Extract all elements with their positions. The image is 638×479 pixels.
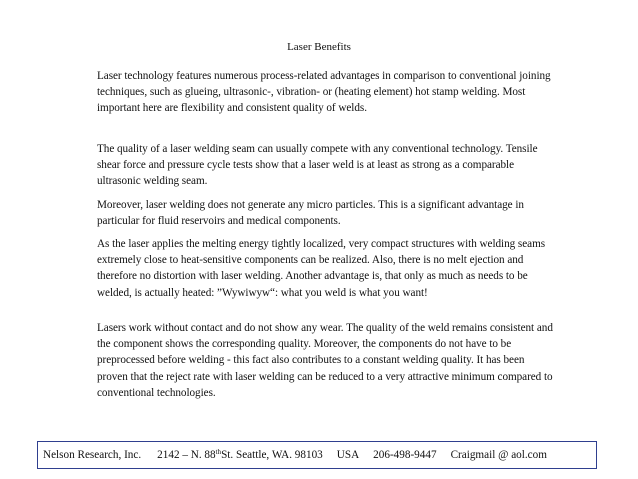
footer-company: Nelson Research, Inc. <box>43 449 142 461</box>
footer-country: USA <box>336 449 360 461</box>
footer-email: Craigmail @ aol.com <box>450 449 547 461</box>
footer-address-sup: th <box>215 448 222 456</box>
footer-contact-bar <box>37 441 597 469</box>
page-title: Laser Benefits <box>287 41 351 53</box>
paragraph-no-contact: Lasers work without contact and do not show any wear. The quality of the weld remains consistent and the component shows the corresponding quality. Moreover, the components do not have to be preprocessed before welding - this fact also contributes to a constant welding quality. It has been proven that the reject rate with laser welding can be reduced to a very attractive minimum compared to conventional technologies. <box>97 322 553 399</box>
footer-phone: 206-498-9447 <box>373 449 437 461</box>
paragraph-weld-quality: The quality of a laser welding seam can usually compete with any conventional technology. Tensile shear force and pressure cycle tests show that a laser weld is at least as strong as a comparable ultrasonic welding seam. <box>97 143 538 188</box>
paragraph-micro-particles: Moreover, laser welding does not generate any micro particles. This is a significant advantage in particular for fluid reservoirs and medical components. <box>97 199 524 228</box>
paragraph-intro: Laser technology features numerous process-related advantages in comparison to conventional joining techniques, such as glueing, ultrasonic-, vibration- or (heating element) hot stamp welding. Most important here are flexibility and consistent quality of welds. <box>97 70 551 115</box>
footer-address <box>157 442 323 468</box>
paragraph-localized-energy: As the laser applies the melting energy tightly localized, very compact structures with welding seams extremely close to heat-sensitive components can be realized. Also, there is no melt ejection and therefore no distortion with laser welding. Another advantage is, that only as much as needs to be welded, is actually heated: ”Wywiwyw“: what you weld is what you want! <box>97 238 546 299</box>
footer-address-prefix: 2142 – N. 88 <box>157 449 216 461</box>
footer-address-suffix: St. Seattle, WA. 98103 <box>221 449 323 461</box>
